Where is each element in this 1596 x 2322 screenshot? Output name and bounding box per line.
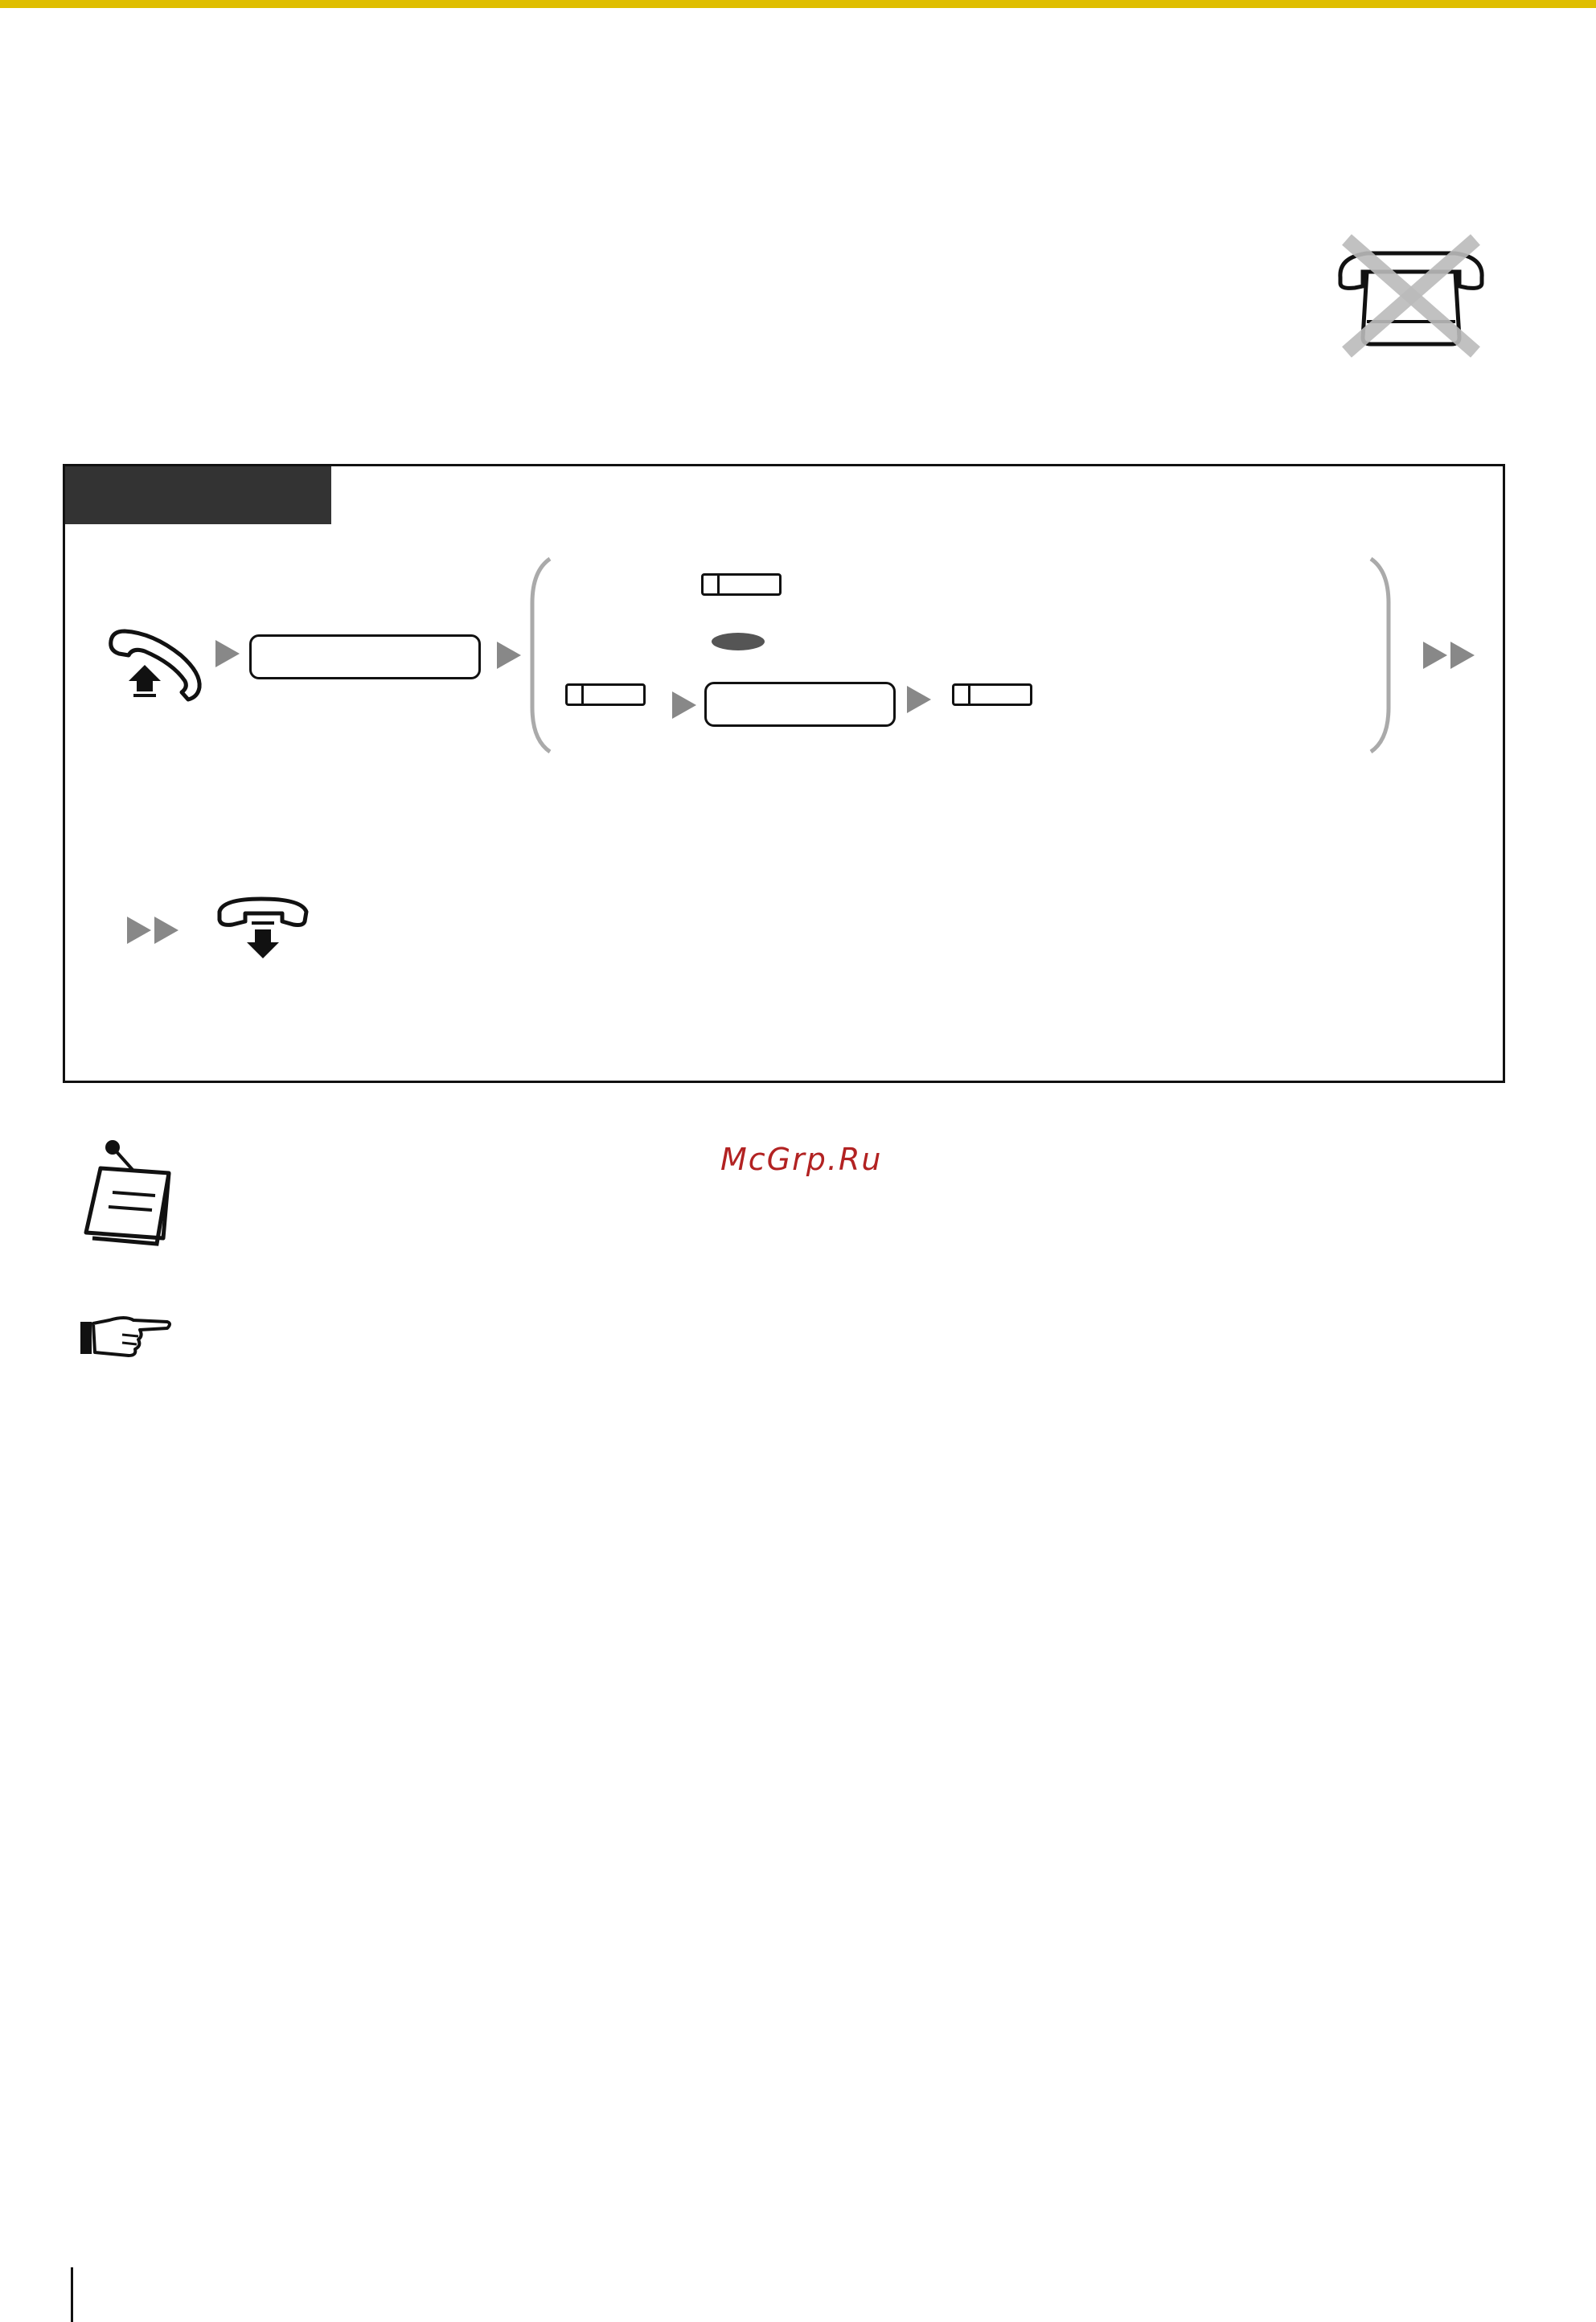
arrow-icon — [215, 640, 240, 667]
no-phone-icon — [1331, 233, 1491, 358]
double-arrow-icon — [127, 917, 180, 944]
number-entry-box — [249, 634, 481, 679]
arrow-icon — [497, 642, 521, 669]
pointing-hand-icon — [77, 1312, 174, 1360]
left-brace — [526, 555, 554, 756]
flexible-key — [565, 683, 646, 706]
footer-rule — [71, 2267, 73, 2322]
on-hook-handset-icon — [213, 894, 314, 962]
oval-button-icon — [710, 631, 766, 652]
flexible-key — [952, 683, 1032, 706]
right-brace — [1367, 555, 1395, 756]
number-entry-box — [704, 682, 896, 727]
top-color-rule — [0, 0, 1596, 8]
procedure-tab — [65, 466, 331, 524]
double-arrow-icon — [1423, 642, 1476, 669]
off-hook-handset-icon — [105, 623, 205, 708]
flexible-key — [701, 573, 782, 596]
arrow-icon — [907, 686, 931, 713]
watermark-text: McGrp.Ru — [720, 1142, 883, 1177]
arrow-icon — [672, 691, 696, 719]
note-pad-icon — [76, 1138, 177, 1250]
procedure-box — [63, 464, 1505, 1083]
